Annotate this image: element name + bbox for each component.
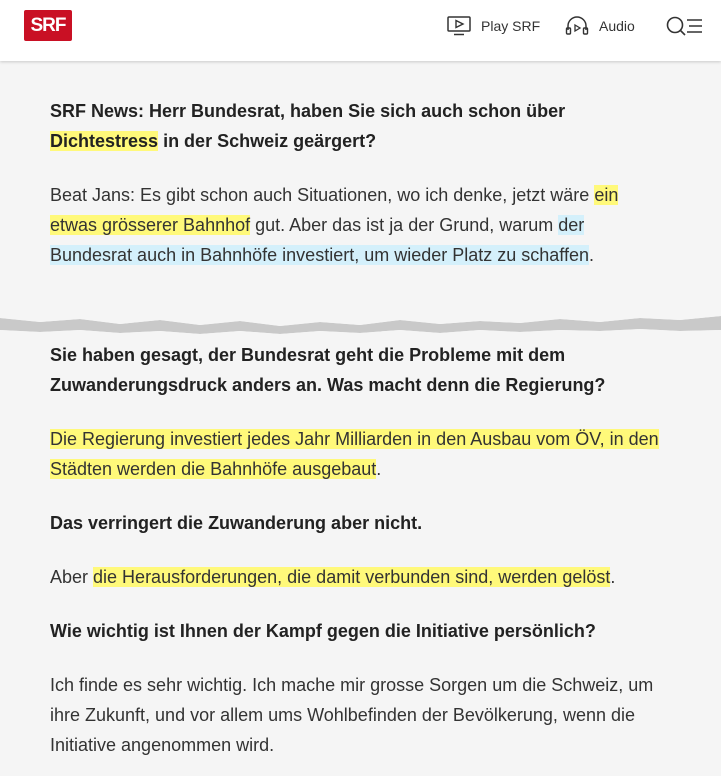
answer-2: Die Regierung investiert jedes Jahr Milliarden in den Ausbau vom ÖV, in den Städten werden die Bahnhöfe ausgebaut.	[50, 429, 659, 479]
answer-4: Ich finde es sehr wichtig. Ich mache mir grosse Sorgen um die Schweiz, um ihre Zukunft, und vor allem ums Wohlbefinden der Bevölkerung, wenn die Initiative angenommen wird.	[50, 675, 654, 755]
article-body-part-2	[50, 340, 665, 776]
nav-play-label: Play SRF	[481, 18, 541, 34]
highlight-regierung[interactable]: Die Regierung investiert jedes Jahr Milliarden in den Ausbau vom ÖV, in den Städten werden die Bahnhöfe ausgebaut	[50, 429, 659, 479]
highlight-bundesrat[interactable]: der Bundesrat auch in Bahnhöfe investiert, um wieder Platz zu schaffen	[50, 215, 589, 265]
search-menu-icon[interactable]	[666, 15, 704, 39]
question-1: SRF News: Herr Bundesrat, haben Sie sich auch schon über Dichtestress in der Schweiz geärgert?	[50, 101, 566, 151]
highlight-herausforderungen[interactable]: die Herausforderungen, die damit verbunden sind, werden gelöst	[93, 567, 611, 587]
nav-audio[interactable]	[565, 16, 635, 36]
question-2: Sie haben gesagt, der Bundesrat geht die Probleme mit dem Zuwanderungsdruck anders an. Was macht denn die Regierung?	[50, 345, 606, 395]
nav-audio-label: Audio	[599, 18, 635, 34]
article-body-part-1	[50, 96, 665, 294]
question-4: Wie wichtig ist Ihnen der Kampf gegen die Initiative persönlich?	[50, 621, 596, 641]
highlight-bahnhof[interactable]: ein etwas grösserer Bahnhof	[50, 185, 619, 235]
answer-3: Aber die Herausforderungen, die damit verbunden sind, werden gelöst.	[50, 567, 616, 587]
play-srf-icon	[447, 16, 471, 36]
audio-icon	[565, 16, 589, 36]
highlight-dichtestress[interactable]: Dichtestress	[50, 131, 159, 151]
question-3: Das verringert die Zuwanderung aber nicht.	[50, 513, 423, 533]
torn-paper-divider	[0, 300, 721, 336]
site-header	[0, 0, 721, 61]
answer-1: Beat Jans: Es gibt schon auch Situationen, wo ich denke, jetzt wäre ein etwas grösserer Bahnhof gut. Aber das ist ja der Grund, warum der Bundesrat auch in Bahnhöfe investiert, um wieder Platz zu schaffen.	[50, 185, 619, 265]
srf-logo[interactable]: SRF	[24, 10, 72, 41]
nav-play-srf[interactable]	[447, 16, 540, 36]
